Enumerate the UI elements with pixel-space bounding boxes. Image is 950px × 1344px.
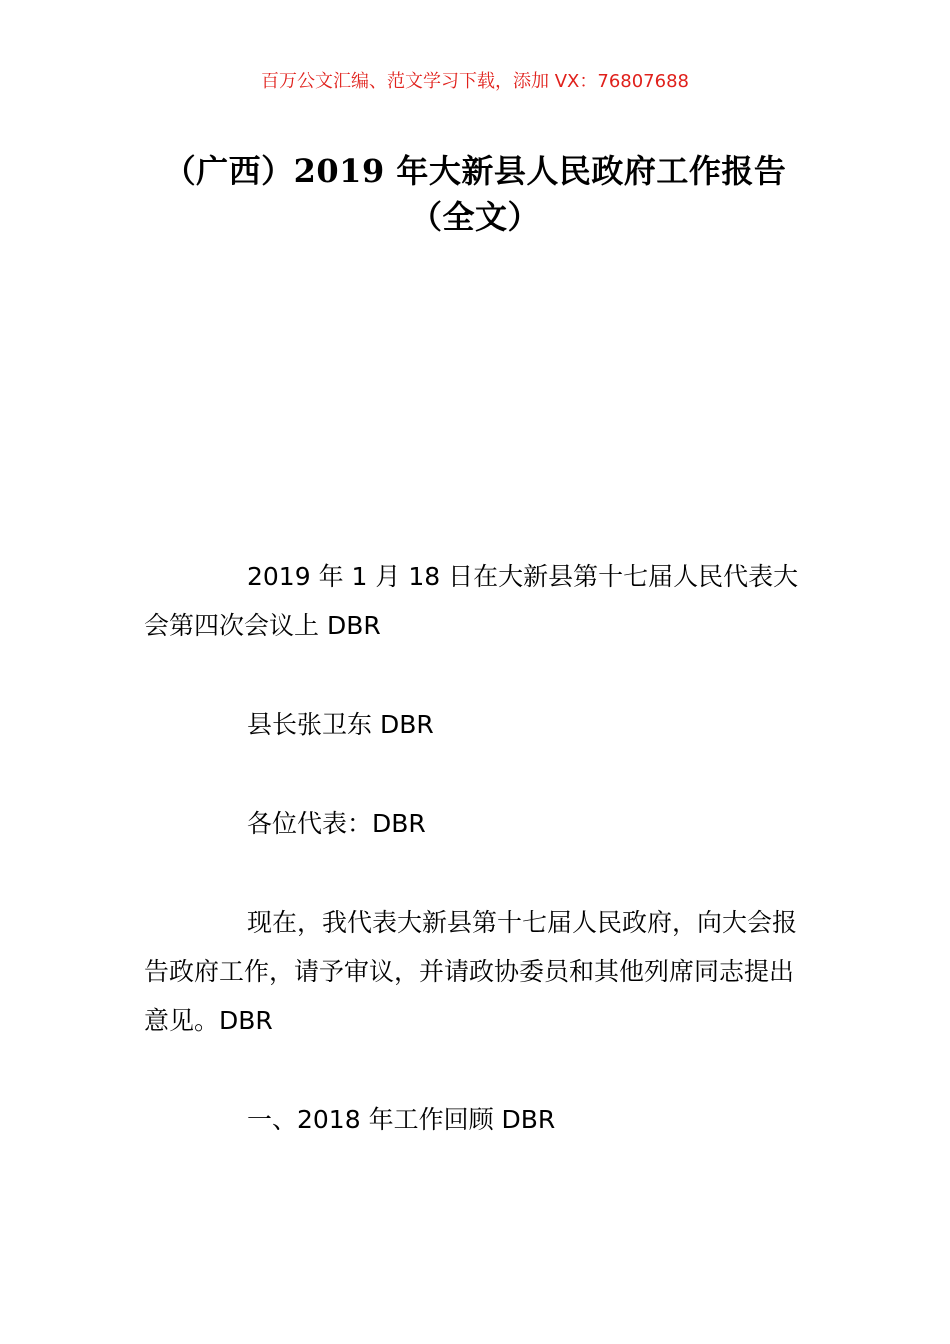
title-line-2: （全文）	[409, 198, 540, 236]
header-note: 百万公文汇编、范文学习下载，添加 VX：76807688	[261, 71, 689, 92]
paragraph-speaker: 县长张卫东 DBR	[247, 710, 434, 739]
paragraph-meeting-info: 2019 年 1 月 18 日在大新县第十七届人民代表大会第四次会议上 DBR	[144, 562, 799, 640]
paragraph-salutation: 各位代表：DBR	[247, 809, 426, 838]
document-title	[130, 148, 820, 240]
document-body	[144, 552, 814, 1194]
section-heading: 一、2018 年工作回顾 DBR	[247, 1105, 556, 1134]
title-line-1: （广西）2019 年大新县人民政府工作报告	[163, 152, 787, 190]
paragraph-intro: 现在，我代表大新县第十七届人民政府，向大会报告政府工作，请予审议，并请政协委员和其他列席同志提出意见。DBR	[144, 908, 798, 1035]
